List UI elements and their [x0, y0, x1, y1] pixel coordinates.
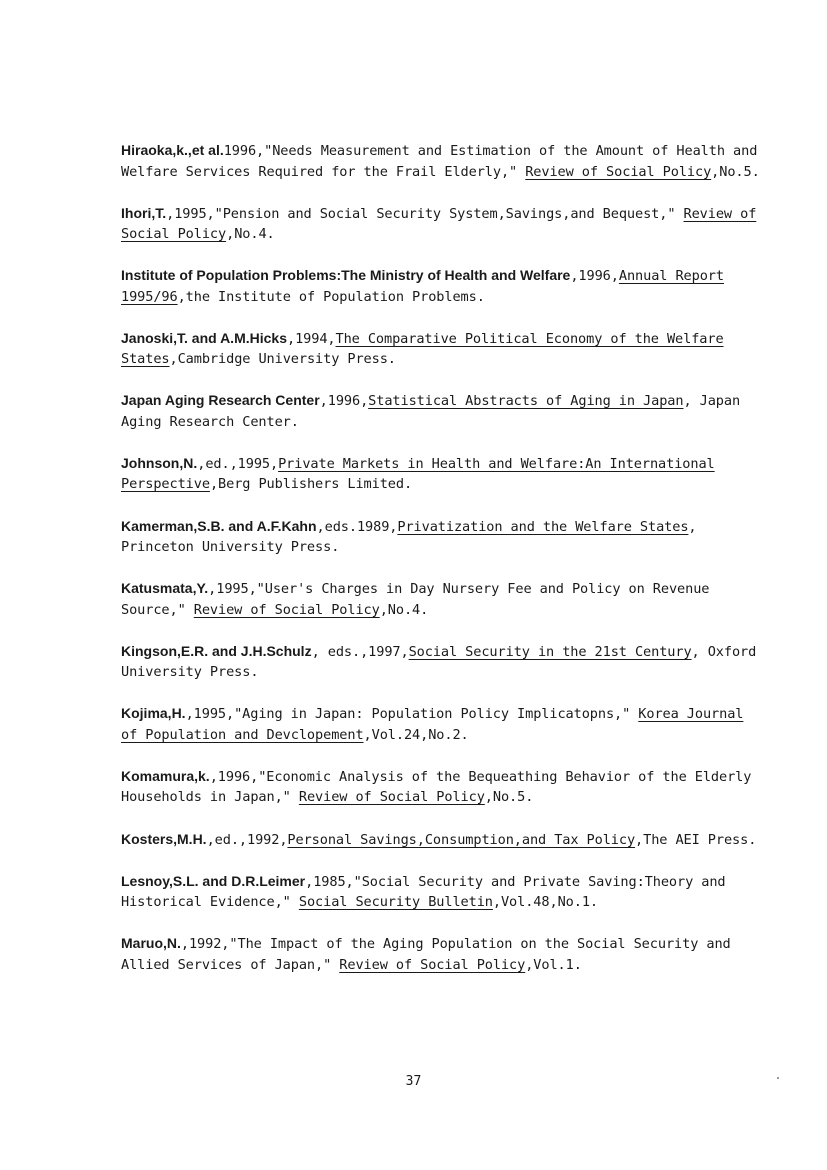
reference-publisher: ,No.5. [711, 163, 760, 180]
reference-entry [121, 516, 761, 558]
reference-entry [121, 140, 761, 182]
reference-details: ,1994, [286, 330, 336, 347]
reference-title: Private Markets in Health and Welfare:An International Perspective [121, 455, 715, 493]
reference-details: ,ed.,1995, [197, 455, 279, 472]
reference-publisher: ,Vol.24,No.2. [363, 726, 469, 743]
reference-publisher: ,No.5. [484, 789, 534, 806]
reference-entry [121, 453, 761, 495]
reference-entry [121, 328, 761, 370]
reference-author: Hiraoka,k.,et al. [121, 142, 224, 158]
reference-publisher: ,Cambridge University Press. [169, 351, 396, 368]
reference-entry [121, 933, 761, 975]
reference-details: ,1995,"Pension and Social Security System,Savings,and Bequest," [166, 205, 684, 222]
reference-author: Ihori,T. [121, 204, 167, 221]
reference-title: Review of Social Policy [121, 205, 757, 243]
reference-author: Komamura,k. [121, 767, 210, 784]
reference-author: Janoski,T. and A.M.Hicks [121, 329, 287, 346]
reference-entry [121, 871, 761, 913]
reference-details: ,eds.1989, [316, 518, 398, 535]
reference-entry [121, 829, 761, 851]
reference-details: ,1996,"Economic Analysis of the Bequeathing Behavior of the Elderly Households in Japan," [121, 768, 752, 806]
reference-author: Japan Aging Research Center [121, 392, 320, 409]
reference-details: 1996,"Needs Measurement and Estimation of the Amount of Health and Welfare Services Required for the Frail Elderly," [121, 143, 758, 180]
reference-title: Social Security in the 21st Century [408, 643, 692, 660]
reference-title: The Comparative Political Economy of the Welfare States [121, 330, 724, 368]
reference-author: Kingson,E.R. and J.H.Schulz [121, 642, 312, 659]
reference-title: Review of Social Policy [298, 789, 485, 806]
reference-publisher: ,Vol.48,No.1. [492, 894, 598, 911]
reference-details: ,1996, [570, 268, 619, 285]
reference-title: Personal Savings,Consumption,and Tax Policy [287, 831, 636, 848]
reference-list [121, 140, 761, 996]
reference-entry [121, 703, 761, 745]
reference-publisher: ,No.4. [226, 226, 275, 243]
reference-title: Annual Report 1995/96 [121, 268, 724, 305]
page-number: 37 [405, 1074, 422, 1089]
reference-title: Statistical Abstracts of Aging in Japan [368, 393, 684, 410]
reference-details: ,1992,"The Impact of the Aging Population on the Social Security and Allied Services of Japan," [121, 936, 731, 973]
reference-publisher: , Princeton University Press. [121, 518, 697, 556]
reference-author: Kamerman,S.B. and A.F.Kahn [121, 517, 317, 534]
reference-entry [121, 641, 761, 683]
reference-title: Review of Social Policy [339, 956, 526, 973]
reference-author: Institute of Population Problems:The Ministry of Health and Welfare [121, 267, 571, 284]
reference-entry [121, 203, 761, 245]
reference-author: Katusmata,Y. [121, 580, 209, 597]
reference-details: ,1996, [319, 393, 369, 410]
reference-details: ,1995,"Aging in Japan: Population Policy Implicatopns," [185, 706, 639, 723]
reference-author: Kojima,H. [121, 705, 186, 722]
reference-publisher: , Japan Aging Research Center. [121, 393, 741, 430]
reference-author: Johnson,N. [121, 454, 198, 471]
reference-entry [121, 265, 761, 307]
reference-publisher: ,The AEI Press. [635, 831, 757, 848]
reference-details: ,1995,"User's Charges in Day Nursery Fee and Policy on Revenue Source," [121, 581, 710, 618]
reference-publisher: ,Berg Publishers Limited. [209, 476, 413, 493]
reference-details: , eds.,1997, [311, 643, 409, 660]
reference-title: Korea Journal of Population and Devclopement [121, 706, 744, 743]
reference-author: Lesnoy,S.L. and D.R.Leimer [121, 872, 306, 889]
reference-publisher: ,the Institute of Population Problems. [177, 288, 485, 305]
reference-title: Social Security Bulletin [298, 894, 493, 911]
reference-entry [121, 766, 761, 808]
reference-entry [121, 390, 761, 432]
reference-author: Maruo,N. [121, 935, 181, 952]
reference-author: Kosters,M.H. [121, 830, 207, 847]
reference-publisher: ,No.4. [379, 601, 429, 618]
reference-title: Review of Social Policy [193, 601, 380, 618]
scan-speck [777, 1077, 779, 1079]
reference-title: Review of Social Policy [525, 163, 712, 180]
reference-publisher: , Oxford University Press. [121, 643, 757, 681]
reference-title: Privatization and the Welfare States [397, 518, 689, 535]
reference-publisher: ,Vol.1. [525, 956, 582, 973]
reference-entry [121, 578, 761, 620]
reference-details: ,ed.,1992, [206, 831, 288, 848]
reference-details: ,1985,"Social Security and Private Saving:Theory and Historical Evidence," [121, 873, 726, 911]
